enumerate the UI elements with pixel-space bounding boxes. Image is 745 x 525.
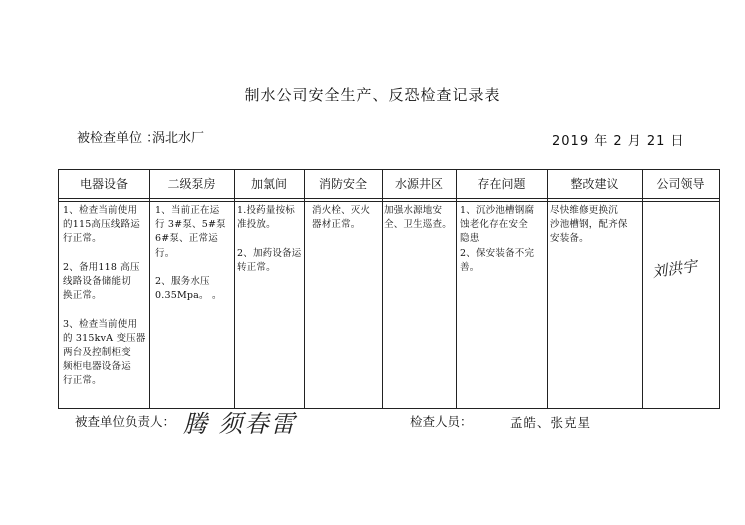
inspected-unit-value: 涡北水厂 [152,131,205,146]
column-divider [304,170,305,408]
column-divider [547,170,548,408]
cell-pump-room: 1、当前正在运 行 3#泵、5#泵 6#泵、正常运 行。 2、服务水压 0.35Mpa。 。 [155,205,226,302]
header-company-leader: 公司领导 [656,177,705,191]
unit-responsible-signature: 腾 须春雷 [183,410,297,438]
cell-chlorination: 1.投药量按标 准投放。 2、加药设备运 转正常。 [237,205,302,273]
header-electrical: 电器设备 [79,177,128,191]
inspectors-label: 检查人员： [410,414,473,429]
column-divider [149,170,150,408]
cell-water-source: 加强水源地安 全、卫生巡查。 [384,205,452,231]
header-rectification: 整改建议 [570,177,619,191]
leader-signature: 刘洪宇 [651,256,699,282]
column-divider [642,170,643,408]
column-divider [382,170,383,408]
header-chlorination: 加氯间 [250,177,287,191]
cell-rectification: 尽快维修更换沉 沙池槽钢，配齐保 安装备。 [550,205,628,245]
header-fire-safety: 消防安全 [318,177,367,191]
header-water-source: 水源井区 [394,177,443,191]
unit-responsible-label: 被查单位负责人： [75,414,176,429]
header-divider-double [59,201,719,202]
cell-fire-safety: 消火栓、灭火 器材正常。 [312,205,371,231]
header-divider [59,198,719,199]
page-title: 制水公司安全生产、反恐检查记录表 [244,86,501,104]
header-problems: 存在问题 [477,177,526,191]
inspectors-names: 孟皓、张克星 [510,415,592,430]
inspected-unit-label: 被检查单位 ： [77,131,160,146]
inspection-date: 2019 年 2 月 21 日 [552,134,685,149]
column-divider [456,170,457,408]
inspection-table [58,169,720,409]
header-pump-room: 二级泵房 [167,177,216,191]
cell-electrical: 1、检查当前使用 的115高压线路运 行正常。 2、备用118 高压 线路设备储能切 换正常。 3、检查当前使用 的 315kvA 变压器 两台及控制柜变 频柜电器设备运 行正常。 [63,205,146,387]
cell-problems: 1、沉沙池槽钢腐 蚀老化存在安全 隐患 2、保安装备不完 善。 [460,205,535,273]
column-divider [234,170,235,408]
